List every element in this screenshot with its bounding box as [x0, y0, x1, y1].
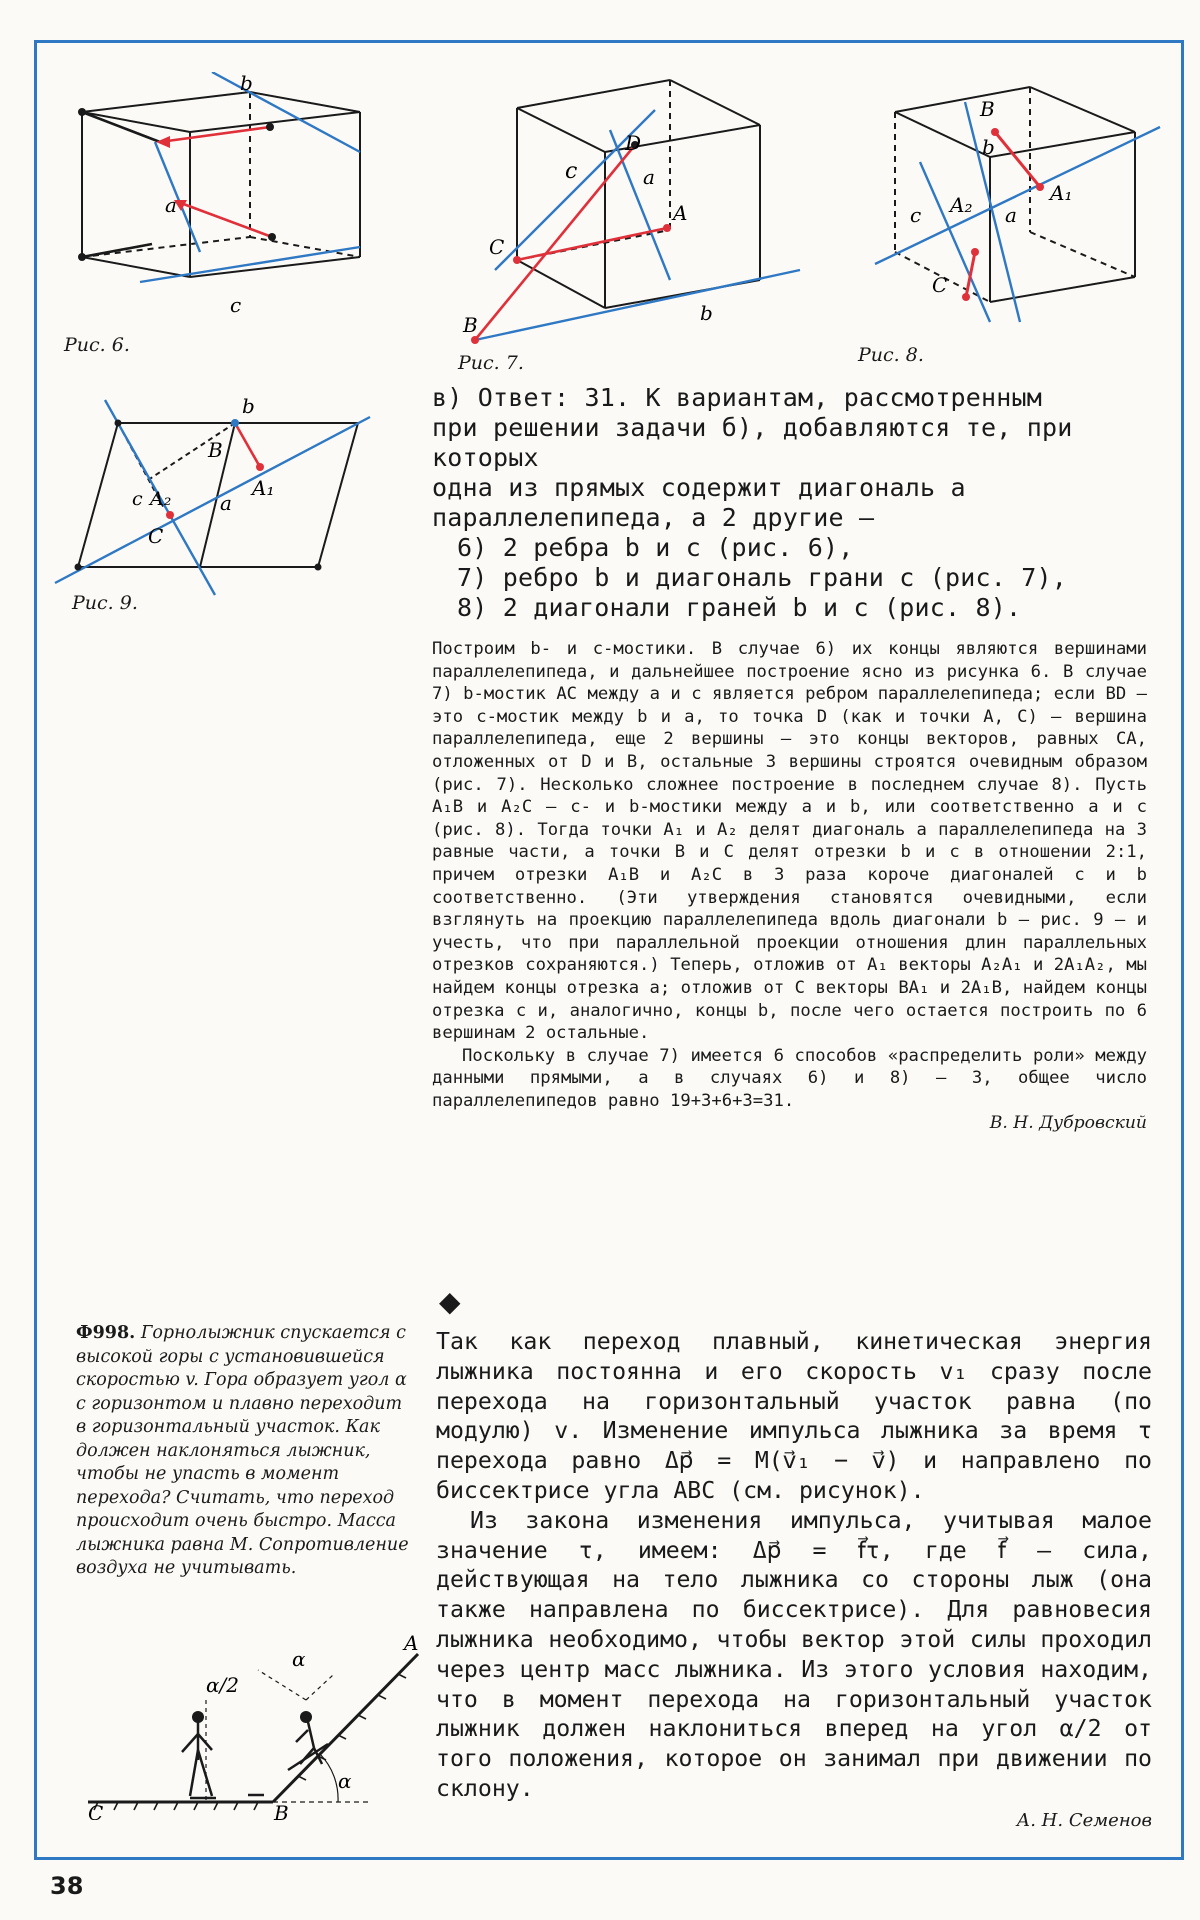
caption-fig7: Рис. 7. [458, 352, 524, 374]
line-c [920, 162, 990, 322]
label-B: B [274, 1801, 289, 1820]
figure-6 [60, 72, 370, 342]
answer-block [432, 383, 1147, 623]
page-number: 38 [50, 1872, 84, 1900]
problem-number: Ф998. [76, 1323, 136, 1343]
label-B: B [208, 438, 223, 462]
caption-fig6: Рис. 6. [64, 334, 130, 356]
label-a: a [643, 165, 655, 189]
label-A: A [404, 1631, 419, 1655]
label-b: b [242, 395, 255, 418]
answer-item-8: 8) 2 диагонали граней b и c (рис. 8). [457, 593, 1022, 622]
label-alpha-half: α/2 [206, 1673, 239, 1697]
explanation-paragraph-1: Построим b- и c-мостики. В случае 6) их концы являются вершинами параллелепипеда, и дальнейшее построение ясно из рисунка 6. В случае 7) b-мостик AC между a и c является ребром параллелепипеда; если BD — это c-мостик между b и a, то точка D (как и точки A, C) — вершина параллелепипеда, еще 2 вершины — это концы векторов, равных CA, отложенных от D и B, остальные 3 вершины строятся очевидным образом (рис. 7). Несколько сложнее построение в последнем случае 8). Пусть A₁B и A₂C — c- и b-мостики между a и b, или соответственно a и c (рис. 8). Тогда точки A₁ и A₂ делят диагональ a параллелепипеда на 3 равные части, а точки B и C делят отрезки b и c в отношении 2:1, причем отрезки A₁B и A₂C в 3 раза короче диагоналей c и b соответственно. (Эти утверждения становятся очевидными, если взглянуть на проекцию параллелепипеда вдоль диагонали b — рис. 9 — и учесть, что при параллельной проекции отношения длин параллельных отрезков сохраняются.) Теперь, отложив от A₁ векторы A₂A₁ и 2A₁A₂, мы найдем концы отрезка a; отложив от C векторы BA₁ и 2A₁B, найдем концы отрезка c и, аналогично, концы b, после чего остается построить по 6 вершинам 2 остальные. [432, 639, 1147, 1044]
answer-line-2: при решении задачи б), добавляются те, при которых [432, 413, 1073, 472]
solution-paragraph-2: Из закона изменения импульса, учитывая малое значение τ, имеем: Δp⃗ = f⃗τ, где f⃗ — сила, действующая на тело лыжника со стороны лыж (она также направлена по биссектрисе). Для равновесия лыжника необходимо, чтобы вектор этой силы проходил через центр масс лыжника. Из этого условия находим, что в момент перехода на горизонтальный участок лыжник должен наклониться вперед на угол α/2 от того положения, которое он занимал при движении по склону. [436, 1506, 1152, 1802]
label-D: D [625, 131, 642, 155]
solution-signature: А. Н. Семенов [1016, 1809, 1152, 1831]
label-c: c [910, 203, 922, 227]
label-C: C [489, 235, 505, 259]
solution-paragraph-1: Так как переход плавный, кинетическая энергия лыжника постоянна и его скорость v₁ сразу после перехода на горизонтальный участок равна (по модулю) v. Изменение импульса лыжника за время τ перехода равно Δp⃗ = M(v⃗₁ − v⃗) и направлено по биссектрисе угла ABC (см. рисунок). [436, 1328, 1152, 1504]
author-signature: В. Н. Дубровский [989, 1113, 1147, 1134]
label-c: c [565, 159, 578, 184]
answer-line-1: в) Ответ: 31. К вариантам, рассмотренным [432, 383, 1043, 412]
line-a [155, 142, 200, 252]
label-a: a [220, 491, 232, 515]
figure-8 [870, 82, 1170, 342]
answer-item-6: 6) 2 ребра b и c (рис. 6), [457, 533, 854, 562]
line-c [140, 247, 360, 282]
caption-fig8: Рис. 8. [858, 344, 924, 366]
bridge-ca [517, 228, 667, 260]
figure-9 [50, 395, 400, 605]
label-B: B [463, 313, 478, 337]
label-c: c [230, 293, 242, 317]
label-c: c [132, 488, 143, 510]
label-a: a [1005, 203, 1017, 227]
label-b: b [982, 135, 995, 159]
solution-text [436, 1327, 1152, 1836]
skier-figure [78, 1630, 428, 1820]
explanation-paragraph-2: Поскольку в случае 7) имеется 6 способов «распределить роли» между данными прямыми, а в случаях 6) и 8) — 3, общее число параллелепипедов равно 19+3+6+3=31. [432, 1045, 1147, 1111]
label-A2: A₂ [150, 488, 172, 510]
label-A2: A₂ [950, 193, 973, 217]
explanation-text [432, 638, 1147, 1135]
bridge-a1b [995, 132, 1040, 187]
answer-line-3: одна из прямых содержит диагональ a параллелепипеда, а 2 другие — [432, 473, 966, 532]
label-b: b [700, 301, 713, 325]
label-alpha-bottom: α [338, 1769, 352, 1793]
figure-7 [455, 70, 815, 360]
label-C: C [88, 1801, 104, 1820]
label-A: A [673, 201, 688, 225]
caption-fig9: Рис. 9. [72, 592, 138, 614]
label-a: a [165, 193, 177, 217]
label-A1: A₁ [252, 476, 275, 500]
label-C: C [148, 524, 164, 548]
line-a [875, 127, 1160, 264]
problem-text: Горнолыжник спускается с высокой горы с установившейся скоростью v. Гора образует угол α с горизонтом и плавно переходит в горизонтальный участок. Как должен наклоняться лыжник, чтобы не упасть в момент перехода? Считать, что переход происходит очень быстро. Масса лыжника равна M. Сопротивление воздуха не учитывать. [76, 1323, 409, 1578]
label-A1: A₁ [1050, 181, 1073, 205]
section-divider-diamond: ◆ [439, 1285, 461, 1318]
problem-statement [76, 1322, 416, 1581]
label-alpha-top: α [292, 1647, 306, 1671]
label-b: b [240, 72, 253, 95]
answer-item-7: 7) ребро b и диагональ грани c (рис. 7), [457, 563, 1068, 592]
label-B: B [980, 97, 995, 121]
line-b [212, 72, 360, 152]
label-C: C [932, 273, 948, 297]
bridge-a2c [966, 252, 975, 297]
